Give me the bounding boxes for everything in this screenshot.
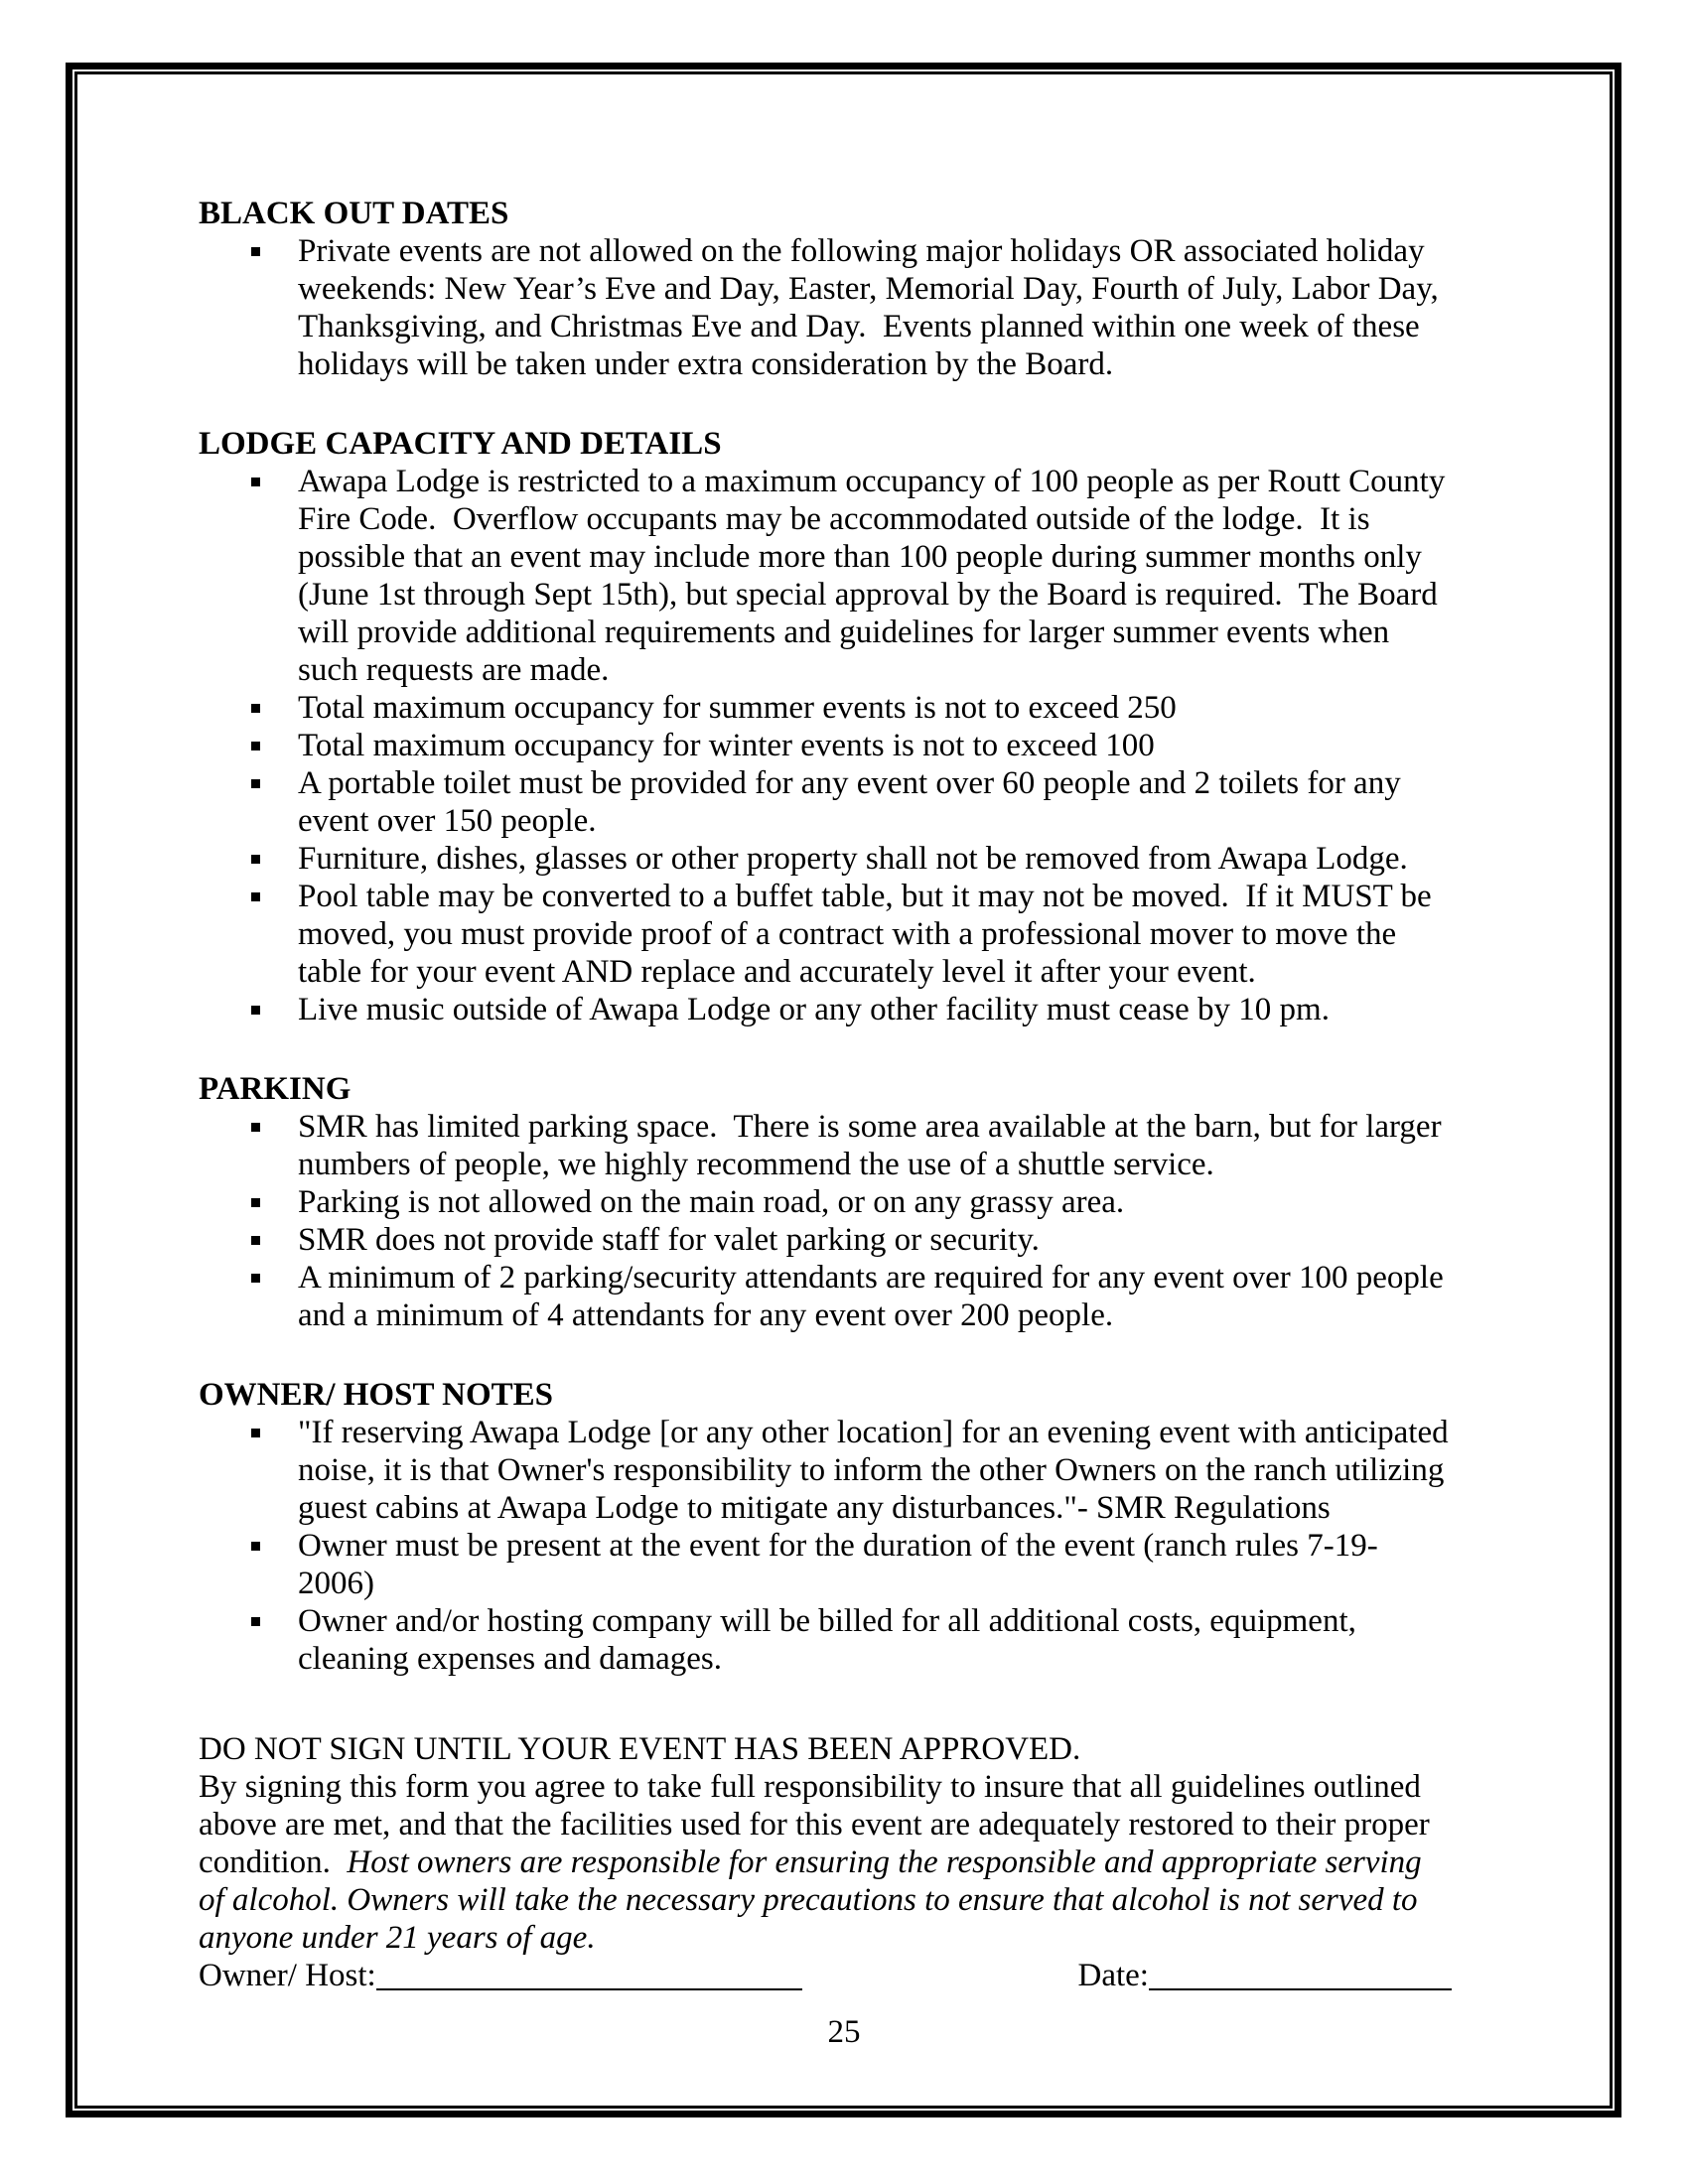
section-parking xyxy=(199,1070,1452,1334)
bullet-item xyxy=(199,1527,1452,1602)
square-bullet-icon xyxy=(251,1259,298,1334)
bullet-text: A portable toilet must be provided for any event over 60 people and 2 toilets for any event over 150 people. xyxy=(298,765,1409,839)
section-heading-lodge-capacity: LODGE CAPACITY AND DETAILS xyxy=(199,426,722,462)
closing-text-regular: By signing this form you agree to take full responsibility to insure that all guidelines outlined above are met, and that the facilities used for this event are adequately restored to their proper condition. xyxy=(199,1769,1438,1880)
bullet-item xyxy=(199,1602,1452,1678)
do-not-sign-warning: DO NOT SIGN UNTIL YOUR EVENT HAS BEEN APPROVED. xyxy=(199,1731,1081,1767)
bullet-text: SMR does not provide staff for valet parking or security. xyxy=(298,1222,1040,1258)
square-bullet-icon xyxy=(251,727,298,764)
square-bullet-icon xyxy=(251,991,298,1028)
document-content xyxy=(199,195,1457,2002)
bullet-text: Furniture, dishes, glasses or other property shall not be removed from Awapa Lodge. xyxy=(298,841,1408,877)
page-number: 25 xyxy=(827,2014,861,2050)
bullet-item xyxy=(199,764,1452,840)
square-bullet-icon xyxy=(251,1527,298,1602)
date-label: Date: xyxy=(1077,1958,1149,1993)
owner-host-signature-line[interactable] xyxy=(376,1957,803,1990)
bullet-item xyxy=(199,1221,1452,1259)
section-heading-black-out-dates: BLACK OUT DATES xyxy=(199,196,509,231)
bullet-text: Total maximum occupancy for summer events is not to exceed 250 xyxy=(298,690,1177,726)
bullet-text: Parking is not allowed on the main road, or on any grassy area. xyxy=(298,1184,1125,1220)
closing-paragraph xyxy=(199,1768,1452,1957)
bullet-item xyxy=(199,1108,1452,1183)
bullet-item xyxy=(199,463,1452,689)
bullet-item xyxy=(199,727,1452,764)
closing-text-italic: Host owners are responsible for ensuring the responsible and appropriate serving of alcohol. Owners will take the necessary precautions to ensure that alcohol is not served to anyone under 21 years of age. xyxy=(199,1844,1430,1956)
bullet-text: Awapa Lodge is restricted to a maximum occupancy of 100 people as per Routt County Fire Code. Overflow occupants may be accommodated outside of the lodge. It is possible that an event may include more than 100 people during summer months only (June 1st through Sept 15th), but special approval by the Board is required. The Board will provide additional requirements and guidelines for larger summer events when such requests are made. xyxy=(298,464,1454,688)
bullet-item xyxy=(199,840,1452,878)
square-bullet-icon xyxy=(251,1108,298,1183)
square-bullet-icon xyxy=(251,1183,298,1221)
closing-block xyxy=(199,1730,1452,2002)
bullet-text: SMR has limited parking space. There is some area available at the barn, but for larger numbers of people, we highly recommend the use of a shuttle service. xyxy=(298,1109,1450,1182)
square-bullet-icon xyxy=(251,764,298,840)
bullet-text: Live music outside of Awapa Lodge or any other facility must cease by 10 pm. xyxy=(298,992,1330,1027)
square-bullet-icon xyxy=(251,1221,298,1259)
section-heading-parking: PARKING xyxy=(199,1071,352,1107)
section-owner-host-notes xyxy=(199,1376,1457,1678)
section-black-out-dates xyxy=(199,195,1452,383)
bullet-item xyxy=(199,1183,1452,1221)
bullet-item xyxy=(199,689,1452,727)
bullet-text: Owner must be present at the event for the duration of the event (ranch rules 7-19-2006) xyxy=(298,1528,1378,1601)
square-bullet-icon xyxy=(251,232,298,383)
bullet-item xyxy=(199,1414,1457,1527)
square-bullet-icon xyxy=(251,1602,298,1678)
square-bullet-icon xyxy=(251,840,298,878)
signature-row xyxy=(199,1957,1452,2002)
owner-host-label: Owner/ Host: xyxy=(199,1958,376,1993)
bullet-item xyxy=(199,991,1452,1028)
section-heading-owner-host-notes: OWNER/ HOST NOTES xyxy=(199,1377,553,1413)
date-signature-line[interactable] xyxy=(1149,1957,1452,1990)
square-bullet-icon xyxy=(251,689,298,727)
bullet-text: Private events are not allowed on the following major holidays OR associated holiday weekends: New Year’s Eve and Day, Easter, Memorial Day, Fourth of July, Labor Day, Thanksgiving, and Christmas Eve and Day. Events planned within one week of these holidays will be taken under extra consideration by the Board. xyxy=(298,233,1447,382)
section-lodge-capacity xyxy=(199,425,1452,1028)
bullet-item xyxy=(199,878,1452,991)
square-bullet-icon xyxy=(251,463,298,689)
square-bullet-icon xyxy=(251,1414,298,1527)
square-bullet-icon xyxy=(251,878,298,991)
bullet-text: Total maximum occupancy for winter events is not to exceed 100 xyxy=(298,728,1155,763)
bullet-text: Owner and/or hosting company will be billed for all additional costs, equipment, cleaning expenses and damages. xyxy=(298,1603,1365,1677)
bullet-text: "If reserving Awapa Lodge [or any other location] for an evening event with anticipated noise, it is that Owner's responsibility to inform the other Owners on the ranch utilizing guest cabins at Awapa Lodge to mitigate any disturbances."- SMR Regulations xyxy=(298,1415,1457,1526)
bullet-item xyxy=(199,1259,1452,1334)
bullet-item xyxy=(199,232,1452,383)
bullet-text: Pool table may be converted to a buffet table, but it may not be moved. If it MUST be moved, you must provide proof of a contract with a professional mover to move the table for your event AND replace and accurately level it after your event. xyxy=(298,879,1440,990)
bullet-text: A minimum of 2 parking/security attendants are required for any event over 100 people and a minimum of 4 attendants for any event over 200 people. xyxy=(298,1260,1452,1333)
